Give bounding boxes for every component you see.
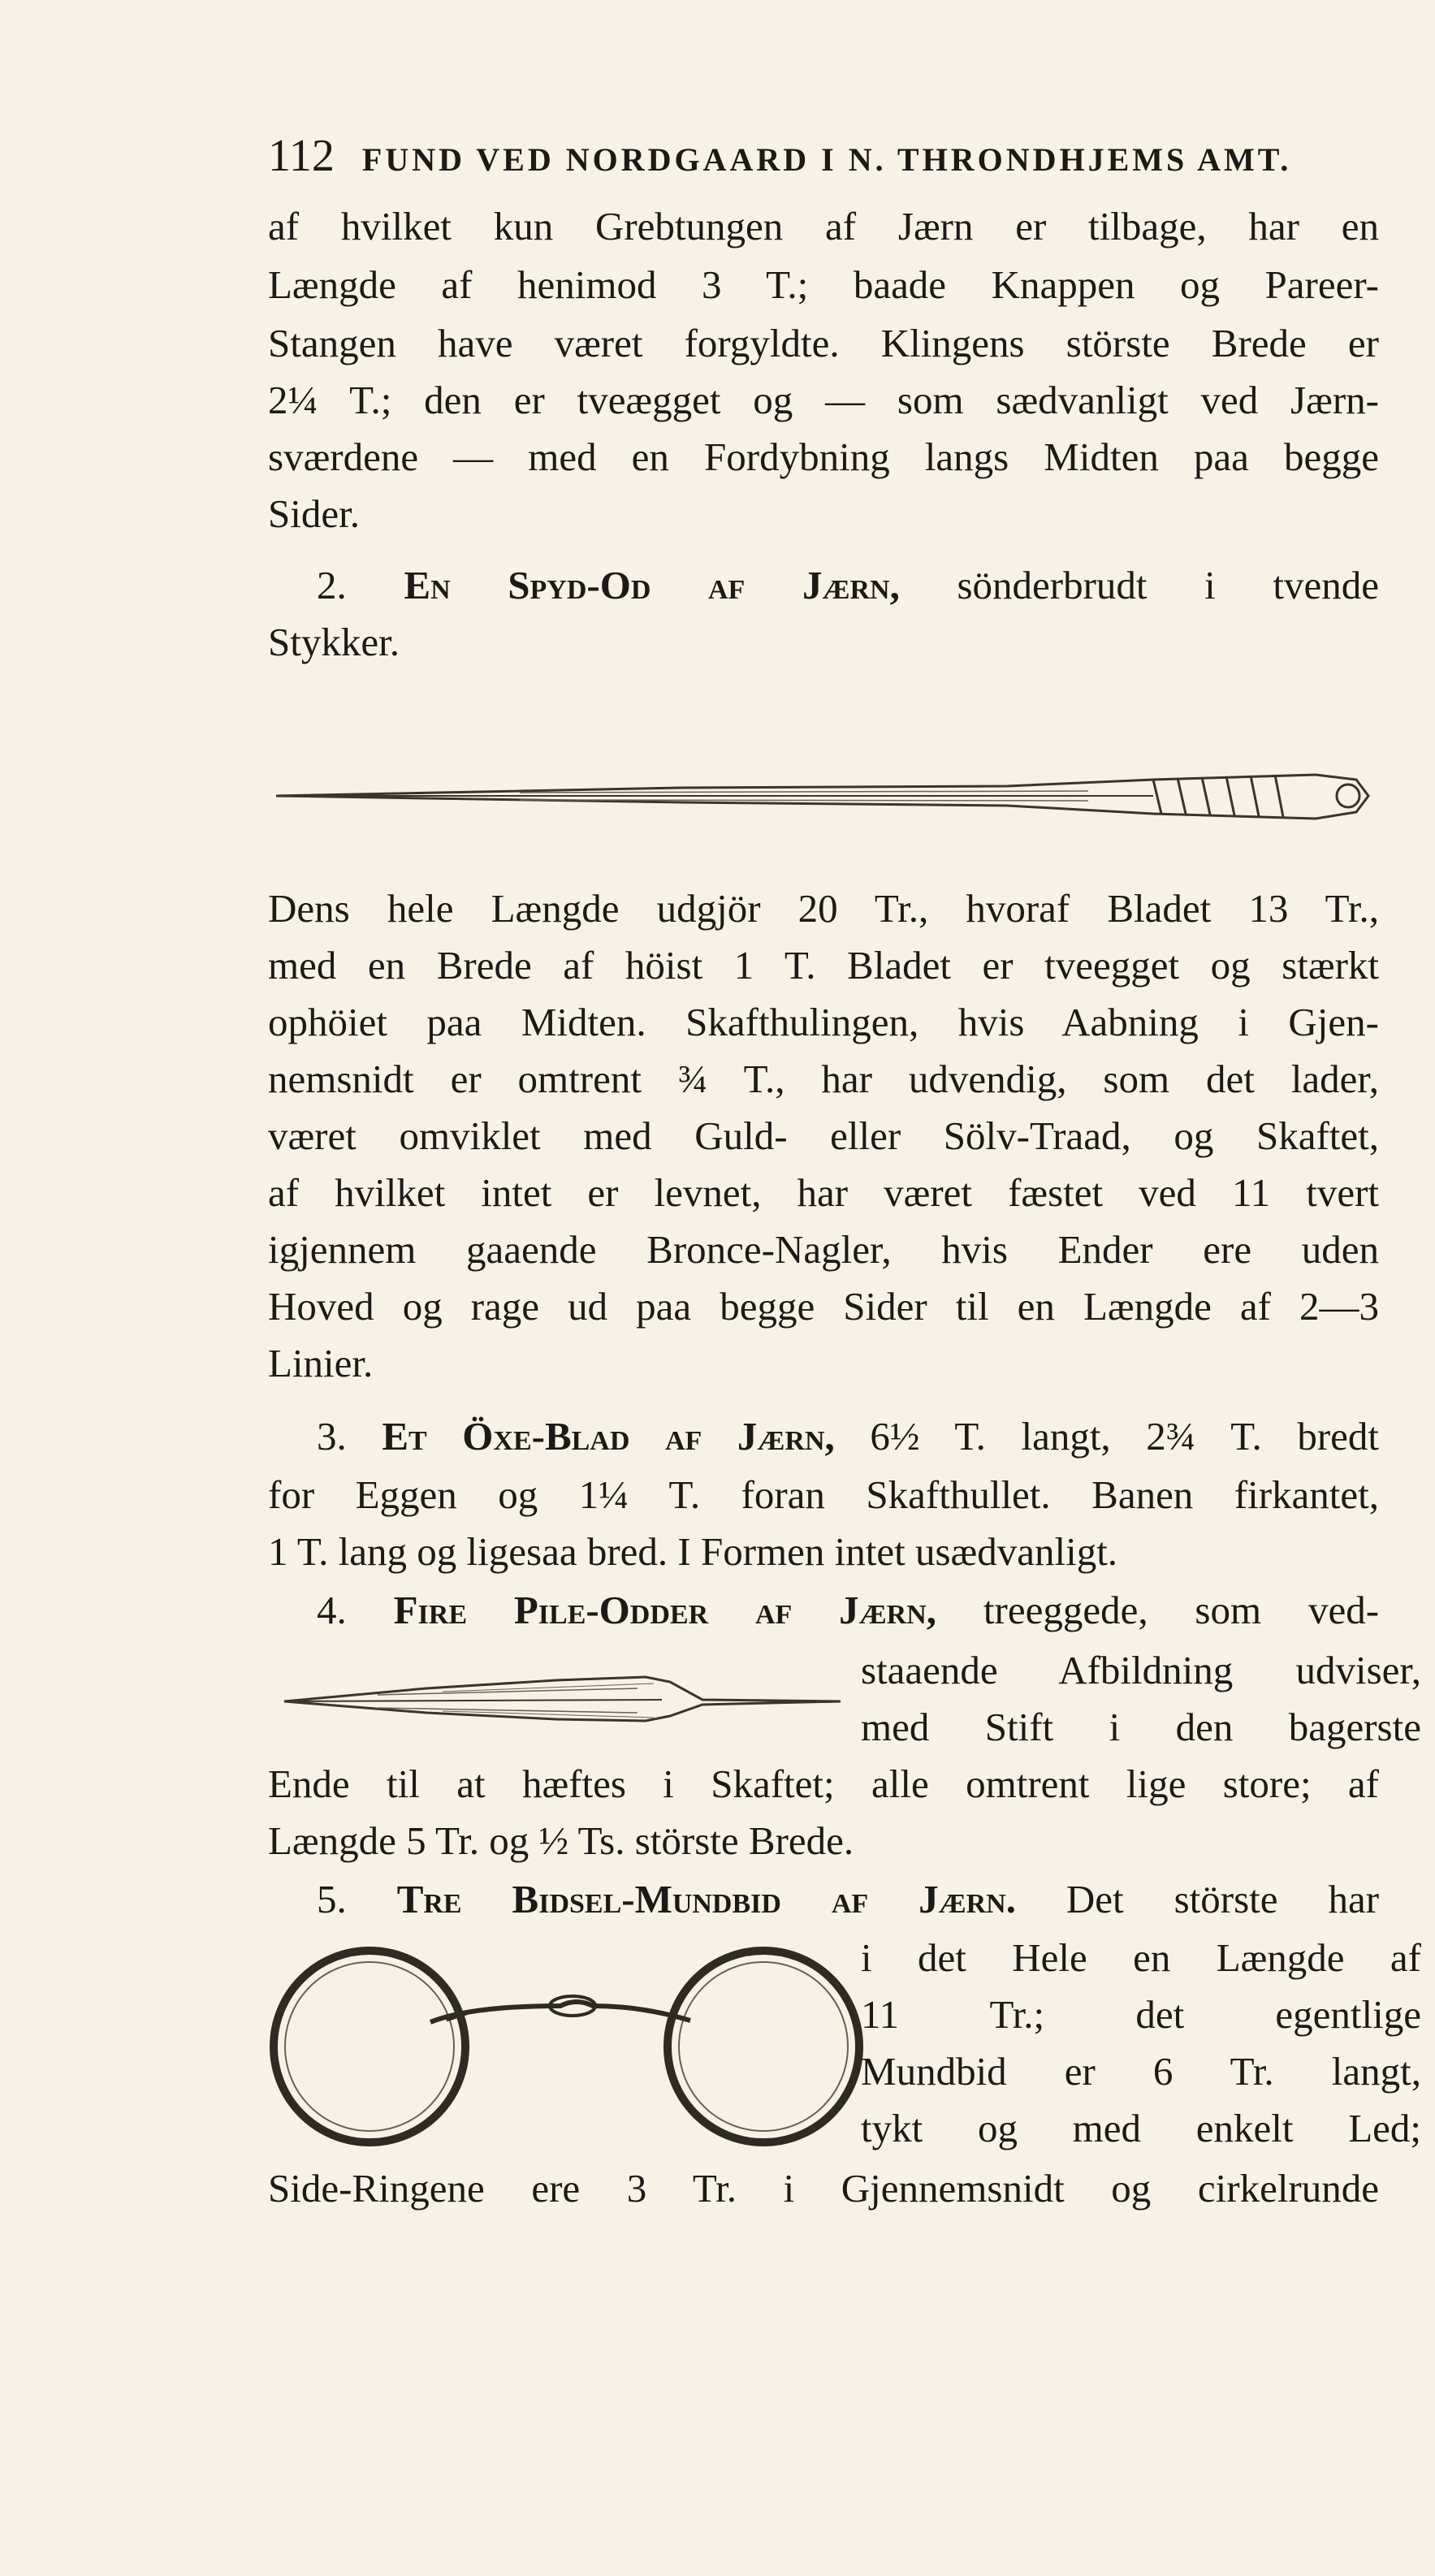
text-line: ophöiet paa Midten. Skafthulingen, hvis Aabning i Gjen- (268, 1000, 1379, 1044)
item-title: Et Öxe-Blad af Jærn, (382, 1414, 835, 1459)
text-line: igjennem gaaende Bronce-Nagler, hvis Ender ere uden (268, 1227, 1379, 1272)
text-line: Ende til at hæftes i Skaftet; alle omtrent lige store; af (268, 1761, 1379, 1806)
text-line: Sider. (268, 491, 360, 536)
item-3-heading (317, 1411, 1379, 1462)
item-number: 3. (317, 1414, 347, 1459)
item-5-heading (317, 1874, 1379, 1925)
running-title: FUND VED NORDGAARD I N. THRONDHJEMS AMT. (361, 141, 1292, 178)
item-title: Fire Pile-Odder af Jærn, (393, 1588, 937, 1632)
text-line: 11 Tr.; det egentlige (861, 1992, 1421, 2037)
text-line: tykt og med enkelt Led; (861, 2106, 1421, 2150)
text-line: i det Hele en Længde af (861, 1935, 1421, 1980)
text-line: af hvilket kun Grebtungen af Jærn er tilbage, har en (268, 204, 1379, 249)
text-line: Linier. (268, 1341, 374, 1385)
text-line: Længde 5 Tr. og ½ Ts. störste Brede. (268, 1818, 854, 1863)
text-line: nemsnidt er omtrent ¾ T., har udvendig, som det lader, (268, 1057, 1379, 1101)
item-4-heading (317, 1585, 1379, 1636)
item-text: 6½ T. langt, 2¾ T. bredt (870, 1414, 1380, 1459)
text-line: af hvilket intet er levnet, har været fæstet ved 11 tvert (268, 1170, 1379, 1215)
text-line: sværdene — med en Fordybning langs Midten paa begge (268, 434, 1379, 479)
item-number: 5. (317, 1877, 347, 1921)
item-text: sönderbrudt i tvende (957, 563, 1380, 607)
arrowhead-figure (280, 1653, 849, 1742)
text-line: Mundbid er 6 Tr. langt, (861, 2049, 1421, 2094)
page-number: 112 (268, 131, 335, 181)
text-line: staaende Afbildning udviser, (861, 1648, 1421, 1692)
text-line: for Eggen og 1¼ T. foran Skafthullet. Banen firkantet, (268, 1472, 1379, 1517)
text-line: været omviklet med Guld- eller Sölv-Traad, og Skaftet, (268, 1113, 1379, 1158)
text-line: Længde af henimod 3 T.; baade Knappen og Pareer- (268, 262, 1379, 307)
item-text: Det störste har (1065, 1877, 1380, 1921)
text-line: Stykker. (268, 620, 400, 664)
text-line: med Stift i den bagerste (861, 1705, 1421, 1749)
text-line: Side-Ringene ere 3 Tr. i Gjennemsnidt og cirkelrunde (268, 2166, 1379, 2211)
page-header (268, 130, 1340, 182)
text-line: Dens hele Længde udgjör 20 Tr., hvoraf Bladet 13 Tr., (268, 886, 1379, 931)
bridle-bit-figure (268, 1925, 869, 2168)
item-number: 2. (317, 563, 347, 607)
text-line: 1 T. lang og ligesaa bred. I Formen intet usædvanligt. (268, 1529, 1118, 1574)
item-number: 4. (317, 1588, 347, 1632)
text-line: 2¼ T.; den er tveægget og — som sædvanligt ved Jærn- (268, 378, 1379, 422)
text-line: Hoved og rage ud paa begge Sider til en Længde af 2—3 (268, 1284, 1379, 1329)
item-title: Tre Bidsel-Mundbid af Jærn. (396, 1877, 1016, 1921)
text-line: Stangen have været forgyldte. Klingens störste Brede er (268, 321, 1379, 365)
text-line: med en Brede af höist 1 T. Bladet er tveegget og stærkt (268, 943, 1379, 988)
item-title: En Spyd-Od af Jærn, (404, 563, 900, 607)
spear-point-figure (276, 763, 1397, 828)
item-2-heading (317, 560, 1379, 611)
item-text: treeggede, som ved- (983, 1588, 1380, 1632)
